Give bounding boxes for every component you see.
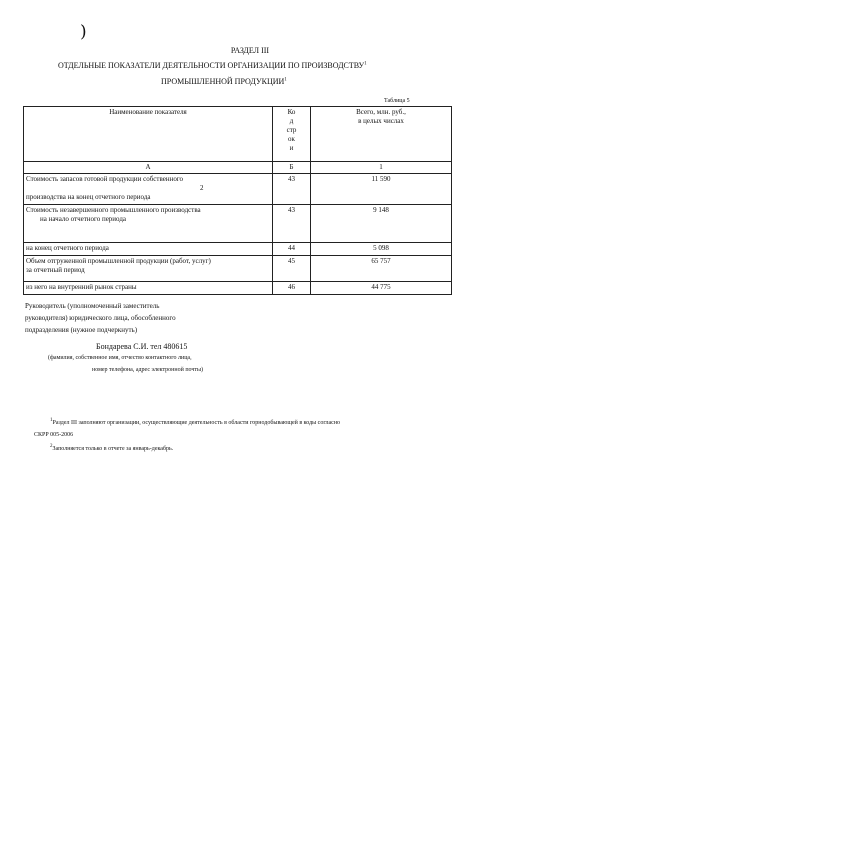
footnote-1-cont: СКРР 005-2006 bbox=[34, 432, 74, 438]
row-value: 44 775 bbox=[311, 282, 452, 295]
section-title: РАЗДЕЛ III bbox=[230, 46, 270, 55]
contact-hint-line1: (фамилия, собственное имя, отчество контактного лица, bbox=[48, 355, 192, 361]
table-row bbox=[24, 256, 452, 282]
row-value: 11 590 bbox=[311, 174, 452, 205]
table-header-row bbox=[24, 107, 452, 162]
table-row bbox=[24, 282, 452, 295]
row-code: 45 bbox=[273, 256, 311, 282]
footnote-2-mark: 2 bbox=[50, 444, 53, 449]
letter-cell: 1 bbox=[311, 162, 452, 174]
header-total: Всего, млн. руб., в целых числах bbox=[311, 107, 452, 162]
footnote-1-mark: 1 bbox=[50, 418, 53, 423]
subtitle-footnote-mark: 1 bbox=[364, 61, 367, 67]
letter-row bbox=[24, 162, 452, 174]
section-subtitle-line2: ПРОМЫШЛЕННОЙ ПРОДУКЦИИ$^1$ bbox=[161, 77, 287, 86]
footnote-1: $^1$Раздел III заполняют организации, осуществляющие деятельность в области горнодобывающей в коды согласно bbox=[50, 418, 341, 426]
row-value: 65 757 bbox=[311, 256, 452, 282]
letter-cell: А bbox=[24, 162, 273, 174]
row-name: Объем отгруженной промышленной продукции (работ, услуг) за отчетный период bbox=[24, 256, 273, 282]
table-row bbox=[24, 243, 452, 256]
header-code: Ко д стр ок и bbox=[273, 107, 311, 162]
signature-line3: подразделения (нужное подчеркнуть) bbox=[25, 326, 138, 334]
signature-line1: Руководитель (уполномоченный заместитель bbox=[25, 302, 160, 310]
section-subtitle-line1: ОТДЕЛЬНЫЕ ПОКАЗАТЕЛИ ДЕЯТЕЛЬНОСТИ ОРГАНИЗАЦИИ ПО ПРОИЗВОДСТВУ$^1$ bbox=[58, 61, 367, 70]
row-footnote-mark: 2 bbox=[200, 184, 204, 192]
header-name: Наименование показателя bbox=[24, 107, 273, 162]
subtitle-footnote-mark: 1 bbox=[284, 77, 287, 83]
letter-cell: Б bbox=[273, 162, 311, 174]
row-value: 5 098 bbox=[311, 243, 452, 256]
table-caption: Таблица 5 bbox=[384, 98, 410, 104]
row-name: Стоимость незавершенного промышленного производства на начало отчетного периода bbox=[24, 205, 273, 243]
row-code: 43 bbox=[273, 174, 311, 205]
indicators-table bbox=[23, 106, 452, 295]
top-mark: ) bbox=[80, 22, 87, 42]
row-value: 9 148 bbox=[311, 205, 452, 243]
signature-line2: руководителя) юридического лица, обособленного bbox=[25, 314, 176, 322]
footnote-2: $^2$Заполняется только в отчете за январь-декабрь. bbox=[50, 444, 174, 452]
table-row bbox=[24, 205, 452, 243]
contact-person: Бондарева С.И. тел 480615 bbox=[96, 342, 188, 351]
row-name: на конец отчетного периода bbox=[24, 243, 273, 256]
row-name: из него на внутренний рынок страны bbox=[24, 282, 273, 295]
row-code: 43 bbox=[273, 205, 311, 243]
row-name: Стоимость запасов готовой продукции собственного 2 производства на конец отчетного периода bbox=[24, 174, 273, 205]
contact-hint-line2: номер телефона, адрес электронной почты) bbox=[92, 367, 204, 373]
row-code: 46 bbox=[273, 282, 311, 295]
table-row bbox=[24, 174, 452, 205]
row-code: 44 bbox=[273, 243, 311, 256]
